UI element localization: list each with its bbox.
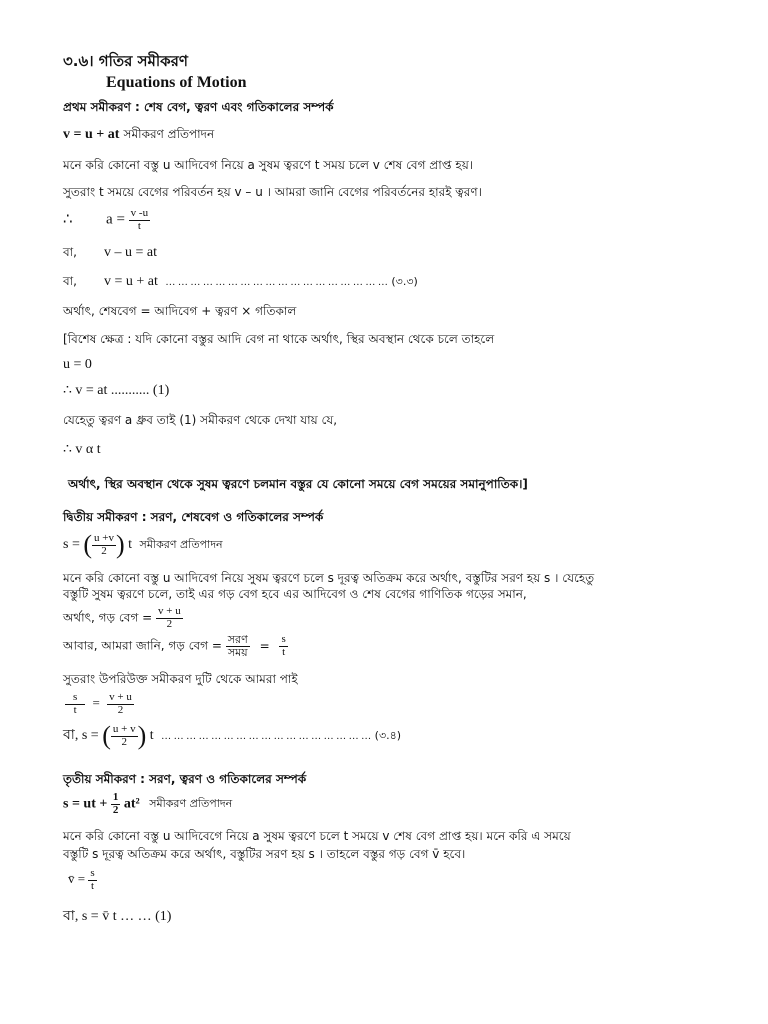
fraction-s-over-t bbox=[65, 692, 85, 716]
fraction-v-minus-u-over-t bbox=[129, 208, 150, 232]
first-para-1: মনে করি কোনো বস্তু u আদিবেগ নিয়ে a সুষম ত্বরণে t সময় চলে v শেষ বেগ প্রাপ্ত হয়। bbox=[63, 158, 474, 172]
first-step-1 bbox=[63, 208, 150, 232]
therefore-line: সুতরাং উপরিউক্ত সমীকরণ দুটি থেকে আমরা পাই bbox=[63, 672, 298, 686]
fraction-numerator: u + v bbox=[112, 722, 136, 735]
equals-sign: = bbox=[92, 695, 100, 711]
average-velocity-definition bbox=[68, 868, 97, 892]
first-conclusion: অর্থাৎ, স্থির অবস্থান থেকে সুষম ত্বরণে চলমান বস্তুর যে কোনো সময়ে বেগ সময়ের সমানুপাতিক।] bbox=[68, 477, 528, 491]
third-para-1: মনে করি কোনো বস্তু u আদিবেগে নিয়ে a সুষম ত্বরণে চলে t সময়ে v শেষ বেগ প্রাপ্ত হয়। মনে করি এ সময়ে bbox=[63, 829, 571, 843]
second-para-2: বস্তুটি সুষম ত্বরণে চলে, তাই এর গড় বেগ হবে এর আদিবেগ ও শেষ বেগের গাণিতিক গড়ের সমান, bbox=[63, 587, 527, 601]
fraction-numerator: s bbox=[281, 633, 286, 645]
equate-line bbox=[65, 692, 134, 716]
fraction-numerator: v + u bbox=[109, 691, 132, 703]
step-2-equation: v – u = at bbox=[103, 245, 157, 260]
fraction-denominator: 2 bbox=[166, 617, 173, 630]
paren-right: ) bbox=[137, 721, 147, 750]
fraction-denominator: 2 bbox=[112, 803, 119, 816]
section-subtitle: Equations of Motion bbox=[106, 74, 247, 91]
second-para-1: মনে করি কোনো বস্তু u আদিবেগ নিয়ে সুষম ত্বরণে চলে s দূরত্ব অতিক্রম করে অর্থাৎ, বস্তুটির সরণ হয় s । যেহেতু bbox=[63, 571, 595, 585]
proportional-line: ∴ v α t bbox=[63, 442, 101, 457]
first-formula-note: সমীকরণ প্রতিপাদন bbox=[123, 127, 215, 141]
formula-rhs: at² bbox=[123, 796, 140, 812]
v-equals-at: ∴ v = at ........... (1) bbox=[63, 383, 170, 398]
fraction-numerator: s bbox=[65, 692, 85, 705]
third-para-2: বস্তুটি s দূরত্ব অতিক্রম করে অর্থাৎ, বস্তুটির সরণ হয় s । তাহলে বস্তুর গড় বেগ v̄ হবে। bbox=[63, 847, 466, 861]
leader-dots: … … … … … … … … … … … … … … … … … bbox=[161, 731, 372, 743]
leader-dots: … … … … … … … … … … … … … … … … … … bbox=[165, 277, 388, 288]
second-equation-heading: দ্বিতীয় সমীকরণ : সরণ, শেষবেগ ও গতিকালের সম্পর্ক bbox=[63, 510, 324, 524]
step-prefix: বা, bbox=[63, 274, 77, 288]
fraction-numerator: সরণ bbox=[227, 633, 248, 646]
therefore-symbol: ∴ bbox=[63, 211, 73, 228]
first-step-3 bbox=[63, 273, 418, 293]
fraction-denominator: t bbox=[282, 645, 286, 658]
fraction-denominator: 2 bbox=[101, 544, 107, 557]
first-formula-line bbox=[63, 126, 214, 146]
u-equals-zero: u = 0 bbox=[63, 357, 92, 372]
equation-number: (৩.৩) bbox=[391, 275, 418, 288]
fraction-displacement-over-time bbox=[226, 634, 250, 658]
fraction-denominator: t bbox=[73, 703, 77, 716]
fraction-numerator: 1 bbox=[112, 791, 119, 803]
third-equation-heading: তৃতীয় সমীকরণ : সরণ, ত্বরণ ও গতিকালের সম্পর্ক bbox=[63, 772, 307, 786]
fraction-v-plus-u-over-2 bbox=[156, 606, 183, 630]
fraction-denominator: সময় bbox=[227, 645, 248, 659]
formula-t: t bbox=[128, 537, 133, 553]
third-last-line: বা, s = v̄ t … … (1) bbox=[63, 909, 172, 924]
again-lhs: আবার, আমরা জানি, গড় বেগ = bbox=[63, 638, 222, 653]
fraction-denominator: 2 bbox=[117, 703, 124, 716]
equals-sign: = bbox=[259, 638, 270, 653]
paren-left: ( bbox=[83, 530, 93, 559]
first-para-2: সুতরাং t সময়ে বেগের পরিবর্তন হয় v – u । আমরা জানি বেগের পরিবর্তনের হারই ত্বরণ। bbox=[63, 185, 482, 199]
fraction-v-plus-u-over-2 bbox=[107, 692, 134, 716]
equation-number: (৩.৪) bbox=[374, 729, 402, 743]
fraction-one-half bbox=[111, 792, 121, 816]
special-case: [বিশেষ ক্ষেত্র : যদি কোনো বস্তুর আদি বেগ না থাকে অর্থাৎ, স্থির অবস্থান থেকে চলে তাহলে bbox=[63, 332, 495, 346]
fraction-s-over-t bbox=[88, 868, 96, 892]
third-formula-line bbox=[63, 792, 232, 816]
paren-right: ) bbox=[115, 530, 125, 559]
fraction-numerator: v + u bbox=[158, 605, 181, 617]
fraction-numerator: s bbox=[90, 867, 95, 879]
section-title: ৩.৬। গতির সমীকরণ bbox=[63, 52, 188, 70]
formula-lhs: s = ut + bbox=[63, 796, 108, 812]
second-formula-note: সমীকরণ প্রতিপাদন bbox=[139, 538, 223, 552]
step-1-lhs: a = bbox=[106, 211, 125, 228]
formula-t: t bbox=[149, 728, 154, 744]
first-meaning: অর্থাৎ, শেষবেগ = আদিবেগ + ত্বরণ × গতিকাল bbox=[63, 304, 297, 318]
fraction-denominator: 2 bbox=[121, 735, 127, 748]
final-prefix: বা, s = bbox=[63, 728, 99, 744]
first-equation-heading: প্রথম সমীকরণ : শেষ বেগ, ত্বরণ এবং গতিকালের সম্পর্ক bbox=[63, 100, 334, 114]
since-line: যেহেতু ত্বরণ a ধ্রুব তাই (1) সমীকরণ থেকে দেখা যায় যে, bbox=[63, 413, 338, 427]
average-velocity-lhs: অর্থাৎ, গড় বেগ = bbox=[63, 610, 153, 625]
fraction-s-over-t bbox=[279, 634, 287, 658]
fraction-denominator: t bbox=[90, 879, 95, 892]
second-formula-line bbox=[63, 530, 223, 560]
fraction-u-plus-v-over-2 bbox=[92, 533, 116, 557]
first-formula: v = u + at bbox=[63, 127, 120, 142]
formula-lhs: s = bbox=[63, 537, 80, 553]
vbar-lhs: v̄ = bbox=[68, 871, 86, 887]
average-velocity-line bbox=[63, 606, 183, 630]
fraction-numerator: u +v bbox=[94, 531, 114, 544]
fraction-denominator: t bbox=[137, 219, 141, 232]
step-prefix: বা, bbox=[63, 245, 77, 259]
step-3-equation: v = u + at bbox=[103, 274, 158, 289]
paren-left: ( bbox=[102, 721, 111, 750]
fraction-numerator: v -u bbox=[130, 207, 149, 219]
third-formula-note: সমীকরণ প্রতিপাদন bbox=[149, 797, 233, 811]
second-final-line bbox=[63, 721, 401, 751]
first-step-2 bbox=[63, 244, 157, 264]
fraction-u-plus-v-over-2 bbox=[111, 724, 138, 748]
again-line bbox=[63, 634, 288, 658]
